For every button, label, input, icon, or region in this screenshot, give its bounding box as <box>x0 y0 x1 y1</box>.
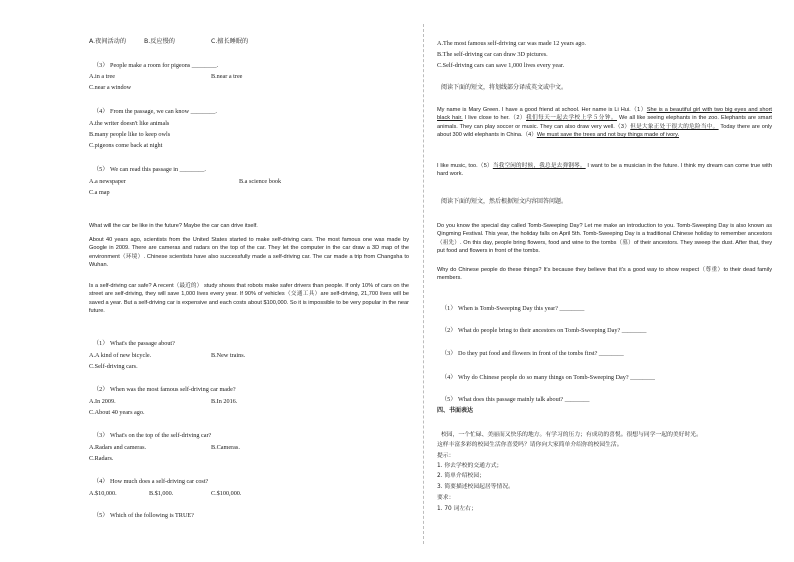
question-stem: （3） Do they put food and flowers in front of the tombs first? ________ <box>441 350 624 357</box>
underlined-phrase-1: She is a beautiful girl with two big eyes and short black hair. <box>437 107 772 122</box>
option-b: B.many people like to keep owls <box>89 131 171 138</box>
question-stem: （4） From the passage, we can know ________. <box>93 108 217 115</box>
underlined-phrase-3: 但是大象正处于很大的危险当中。 <box>630 123 719 130</box>
passage-paragraph: Do you know the special day called Tomb-Sweeping Day? Let me make an introduction to you. Tomb-Sweeping Day is also known as Qingming Festival. This year, the holiday falls on April 5th. Tomb-Sweeping Day is a traditional Chinese holiday to remember ancestors（祖先）. On this day, people bring flowers, food and wine to the tombs（墓）of their ancestors. They sweep the dust. After that, they put food and flowers in front of the tombs. <box>437 223 772 255</box>
option-b: B.near a tree <box>211 73 243 80</box>
left-column <box>89 0 409 562</box>
option-c: C.About 40 years ago. <box>89 409 145 416</box>
option-a: A.the writer doesn't like animals <box>89 120 170 127</box>
option-c: C.pigeons come back at night <box>89 142 163 149</box>
writing-prompt-line: 3. 简要描述校园起居等情况。 <box>437 484 514 490</box>
passage-paragraph: What will the car be like in the future? Maybe the car can drive itself. <box>89 223 258 229</box>
underlined-phrase-4: We must save the trees and not buy things made of ivory. <box>536 132 680 139</box>
option-b: B.New trains. <box>211 352 246 359</box>
passage-paragraph: About 40 years ago, scientists from the United States started to make self-driving cars. The most famous one was made by Google in 2009. There are cameras and radars on the top of the car. They let the computer in the car draw a 3D map of the environment（环境）. Chinese scientists have also successfully made a self-driving car. The car made a trip from Changsha to Wuhan. <box>89 237 409 269</box>
underlined-phrase-2: 我们每天一起去学校上学５分钟。 <box>526 115 618 122</box>
writing-prompt-line: 这样丰富多彩的校园生活你喜爱吗？请你向大家简单介绍你的校园生活。 <box>437 442 623 448</box>
option-b: B.Cameras. <box>211 444 240 451</box>
passage-text: My name is Mary Green. I have a good friend at school. Her name is Li Hui.（1） <box>437 107 647 113</box>
section-instruction: 阅读下面的短文，将划线部分译成英文或中文。 <box>441 84 568 91</box>
option-a: A.夜间活动的 <box>89 38 127 45</box>
writing-prompt-line: 校园，一个忙碌、美丽而又快乐的地方。有学习的压力；有成功的喜悦。很想与同学一起的美好时光。 <box>441 432 702 438</box>
writing-prompt-line: 2. 简单介绍校园； <box>437 473 485 479</box>
passage-paragraph: Is a self-driving car safe? A recent（最近的） study shows that robots make safer drivers than people. If only 10% of cars on the street are self-driving, they will save 1,000 lives every year. If 90% of vehicles（交通工具）are self-driving, 21,700 lives will be saved a year. But a self-driving car is expensive and each costs about $100,000. So it is impossible to be very popular in the near future. <box>89 283 409 315</box>
writing-prompt-line: 1. 70 词左右； <box>437 506 477 512</box>
section-instruction: 阅读下面的短文，然后根据短文内容回答问题。 <box>441 198 568 205</box>
option-a: A.The most famous self-driving car was made 12 years ago. <box>437 40 586 47</box>
option-c: C.Self-driving cars. <box>89 363 138 370</box>
column-divider <box>423 24 424 544</box>
option-b: B.$1,000. <box>149 490 174 497</box>
option-c: C.Self-driving cars can save 1,000 lives every year. <box>437 62 565 69</box>
underlined-phrase-5: 当我空闲的时候，我总是去弹钢琴。 <box>492 163 586 169</box>
question-stem: （3） What's on the top of the self-driving car? <box>93 432 212 439</box>
writing-prompt-line: 要求： <box>437 495 455 501</box>
option-b: B.In 2016. <box>211 398 238 405</box>
option-b: B.a science book <box>239 178 282 185</box>
option-a: A.a newspaper <box>89 178 126 185</box>
question-stem: （2） What do people bring to their ancestors on Tomb-Sweeping Day? ________ <box>441 327 647 334</box>
passage-text: I live close to her.（2） <box>462 115 526 122</box>
section-heading: 四、书面表达 <box>437 407 474 414</box>
option-b: B.反应慢的 <box>144 38 175 45</box>
option-a: A.A kind of new bicycle. <box>89 352 152 359</box>
option-a: A.$10,000. <box>89 490 117 497</box>
passage-paragraph: Why do Chinese people do these things? It's because they believe that it's a good way to show respect（尊重）to their dead family members. <box>437 267 772 282</box>
right-column <box>437 0 772 562</box>
passage-text: We all like seeing elephants in the zoo. Elephants are smart animals. They can play soccer or music. They can also draw very well.（3） <box>437 115 772 130</box>
option-c: C.near a window <box>89 84 132 91</box>
passage-text: I like music, too.（5） <box>437 163 493 169</box>
option-c: C.$100,000. <box>211 490 242 497</box>
question-stem: （5） Which of the following is TRUE? <box>93 512 194 519</box>
option-a: A.In 2009. <box>89 398 116 405</box>
question-stem: （5） What does this passage mainly talk about? ________ <box>441 396 590 403</box>
mary-paragraph <box>437 106 772 140</box>
option-c: C.a map <box>89 189 110 196</box>
question-stem: （4） How much does a self-driving car cost? <box>93 478 209 485</box>
passage-text: Today there are only about 300 wild elephants in China.（4） <box>437 123 772 139</box>
option-a: A.Radars and cameras. <box>89 444 147 451</box>
question-stem: （3） People make a room for pigeons ________. <box>93 62 219 69</box>
mary-paragraph <box>437 162 772 179</box>
writing-prompt-line: 1. 你去学校的交通方式； <box>437 463 503 469</box>
question-stem: （5） We can read this passage in ________. <box>93 166 206 173</box>
option-c: C.擅长睡眠的 <box>211 38 249 45</box>
question-stem: （4） Why do Chinese people do so many things on Tomb-Sweeping Day? ________ <box>441 374 655 381</box>
question-stem: （1） What's the passage about? <box>93 340 175 347</box>
option-b: B.The self-driving car can draw 3D pictures. <box>437 51 548 58</box>
option-a: A.in a tree <box>89 73 115 80</box>
passage-text: I want to be a musician in the future. I think my dream can come true with hard work. <box>437 163 772 178</box>
option-c: C.Radars. <box>89 455 114 462</box>
writing-prompt-line: 提示： <box>437 453 455 459</box>
question-stem: （1） When is Tomb-Sweeping Day this year? ________ <box>441 305 585 312</box>
question-stem: （2） When was the most famous self-driving car made? <box>93 386 236 393</box>
